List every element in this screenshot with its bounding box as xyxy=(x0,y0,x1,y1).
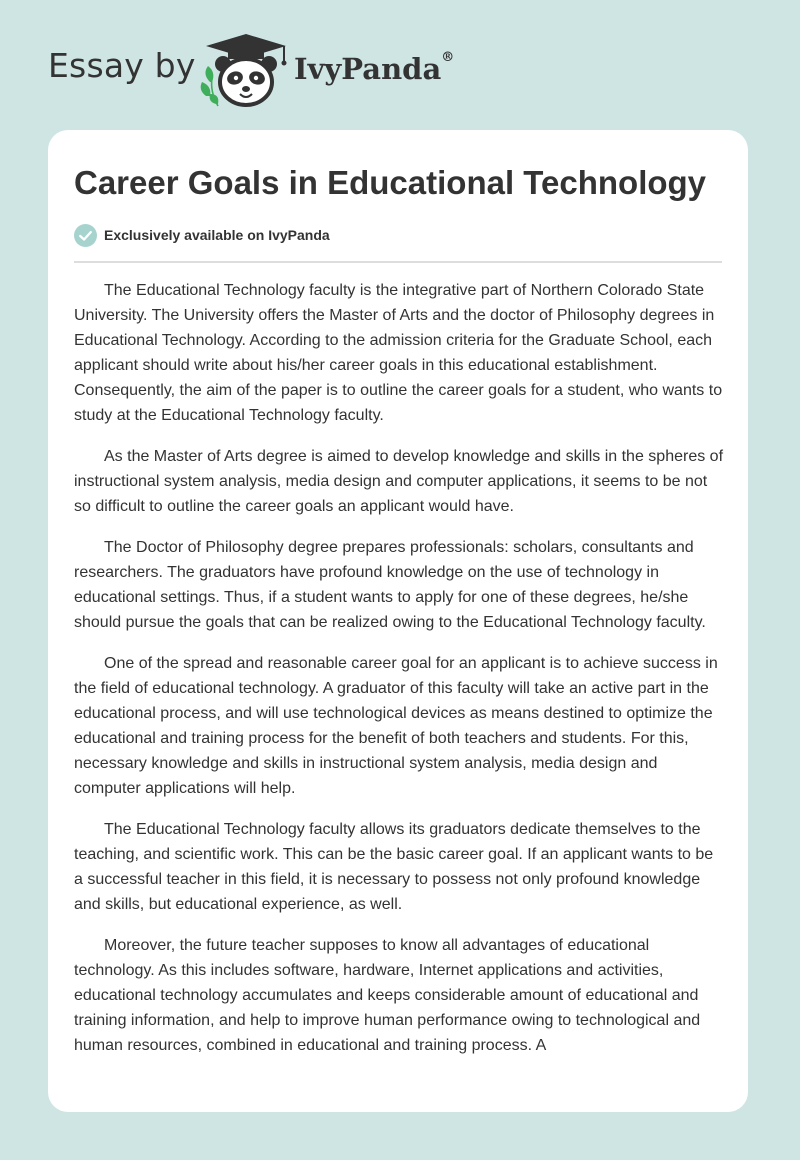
brand-name[interactable]: IvyPanda® xyxy=(294,50,455,86)
exclusive-label: Exclusively available on IvyPanda xyxy=(104,227,330,243)
paragraph: Moreover, the future teacher supposes to know all advantages of educational technology. As this includes software, hardware, Internet applications and activities, educational technology accumulates and keeps considerable amount of educational and training information, and help to improve human performance owing to technological and human resources, combined in educational and training process. A xyxy=(74,937,701,1054)
essay-card xyxy=(48,130,748,1112)
divider xyxy=(74,261,722,263)
paragraph: The Doctor of Philosophy degree prepares professionals: scholars, consultants and researchers. The graduators have profound knowledge on the use of technology in educational settings. Thus, if a student wants to apply for one of these degrees, he/she should pursue the goals that can be realized owing to the Educational Technology faculty. xyxy=(74,539,706,631)
check-circle-icon xyxy=(74,224,97,247)
paragraph: The Educational Technology faculty allows its graduators dedicate themselves to the teaching, and scientific work. This can be the basic career goal. If an applicant wants to be a successful teacher in this field, it is necessary to possess not only profound knowledge and skills, but educational experience, as well. xyxy=(74,821,714,913)
registered-mark: ® xyxy=(441,50,455,65)
ivypanda-graduate-panda-icon[interactable] xyxy=(198,30,294,110)
paragraph: The Educational Technology faculty is the integrative part of Northern Colorado State University. The University offers the Master of Arts and the doctor of Philosophy degrees in Educational Technology. According to the admission criteria for the Graduate School, each applicant should write about his/her career goals in this educational establishment. Consequently, the aim of the paper is to outline the career goals for a student, who wants to study at the Educational Technology faculty. xyxy=(74,282,723,424)
paragraph: One of the spread and reasonable career goal for an applicant is to achieve success in the field of educational technology. A graduator of this faculty will take an active part in the educational process, and will use technological devices as means destined to optimize the educational and training process for the benefit of both teachers and students. For this, necessary knowledge and skills in instructional system analysis, media design and computer applications will help. xyxy=(74,655,718,797)
essay-title: Career Goals in Educational Technology xyxy=(74,164,707,201)
essay-by-label: Essay by xyxy=(48,46,196,85)
paragraph: As the Master of Arts degree is aimed to develop knowledge and skills in the spheres of instructional system analysis, media design and computer applications, it seems to be not so difficult to outline the career goals an applicant would have. xyxy=(74,448,724,515)
site-header xyxy=(0,0,800,130)
exclusive-badge xyxy=(74,223,330,247)
essay-body xyxy=(74,278,724,1074)
